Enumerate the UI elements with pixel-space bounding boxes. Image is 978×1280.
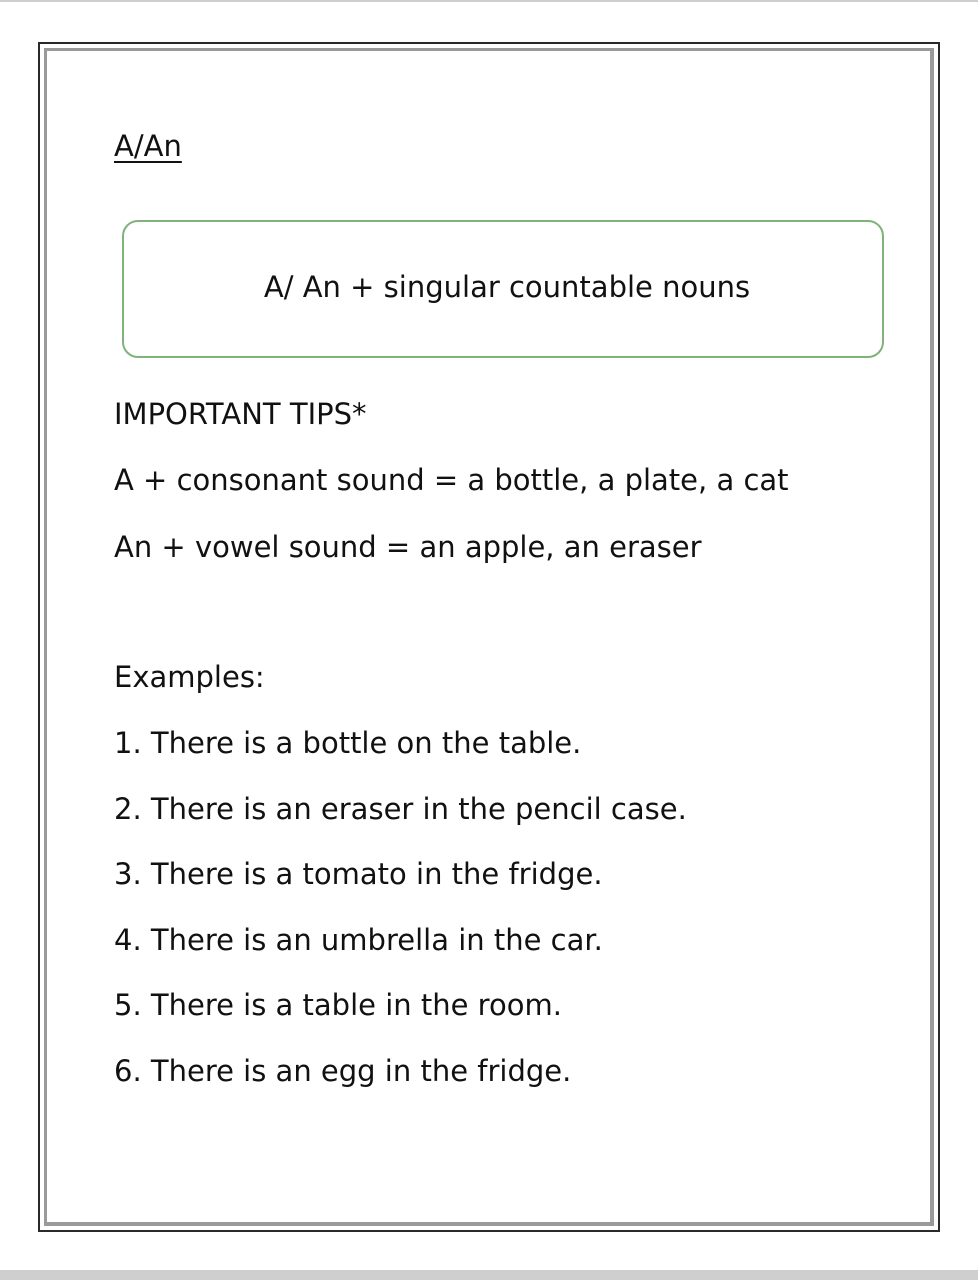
tip-vowel: An + vowel sound = an apple, an eraser	[114, 530, 702, 564]
example-item: 4. There is an umbrella in the car.	[114, 923, 603, 957]
example-item: 2. There is an eraser in the pencil case.	[114, 792, 687, 826]
page-title: A/An	[114, 129, 182, 163]
rule-text: A/ An + singular countable nouns	[263, 270, 751, 304]
example-item: 1. There is a bottle on the table.	[114, 726, 582, 760]
example-item: 5. There is a table in the room.	[114, 988, 562, 1022]
top-edge-divider	[0, 0, 978, 2]
bottom-edge-divider	[0, 1270, 978, 1280]
example-item: 3. There is a tomato in the fridge.	[114, 857, 603, 891]
examples-heading: Examples:	[114, 660, 265, 694]
tips-heading: IMPORTANT TIPS*	[114, 397, 367, 431]
example-item: 6. There is an egg in the fridge.	[114, 1054, 572, 1088]
tip-consonant: A + consonant sound = a bottle, a plate, a cat	[114, 463, 789, 497]
rule-box	[122, 220, 884, 358]
